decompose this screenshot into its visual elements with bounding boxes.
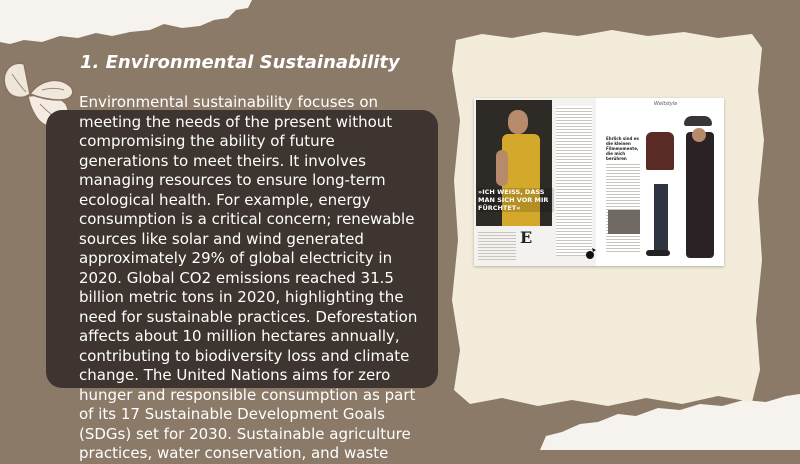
magazine-right-page	[602, 98, 724, 266]
text-column	[556, 106, 592, 256]
figure-head	[508, 110, 528, 134]
text-column	[478, 230, 516, 260]
jacket-image	[646, 132, 674, 170]
text-column	[606, 162, 640, 252]
trousers-image	[654, 184, 668, 250]
figure-arm	[496, 150, 508, 186]
shoes-image	[646, 250, 670, 256]
small-photo	[608, 210, 640, 234]
drop-cap: E	[520, 228, 533, 247]
figure-face	[692, 128, 706, 142]
section-body-text: Environmental sustainability focuses on meeting the needs of the present without compromising the ability of future generations to meet theirs. It involves managing resources to ensure long-term ecological health. For example, energy consumption is a critical concern; renewable sources like solar and wind generated approximately 29% of global electricity in 2020. Global CO2 emissions reached 31.5 billion metric tons in 2020, highlighting the need for sustainable practices. Deforestation affects about 10 million hectares annually, contributing to biodiversity loss and climate change. The United Nations aims for zero hunger and responsible consumption as part of its 17 Sustainable Development Goals (SDGs) set for 2030. Sustainable agriculture practices, water conservation, and waste	[79, 93, 418, 462]
pull-quote: Ehrlich sind es die kleinen Filmmomente, die mich berühren	[606, 136, 639, 161]
hat-image	[684, 116, 712, 126]
coat-figure	[686, 132, 714, 258]
magazine-spread-image	[474, 98, 724, 266]
section-heading: 1. Environmental Sustainability	[80, 52, 400, 73]
magazine-left-page	[474, 98, 596, 266]
logo-icon	[584, 246, 598, 260]
page-title: Weltstyle	[654, 101, 678, 107]
torn-paper-top	[0, 0, 260, 46]
magazine-headline: »ICH WEISS, DASS MAN SICH VOR MIR FÜRCHTET«	[478, 188, 554, 212]
